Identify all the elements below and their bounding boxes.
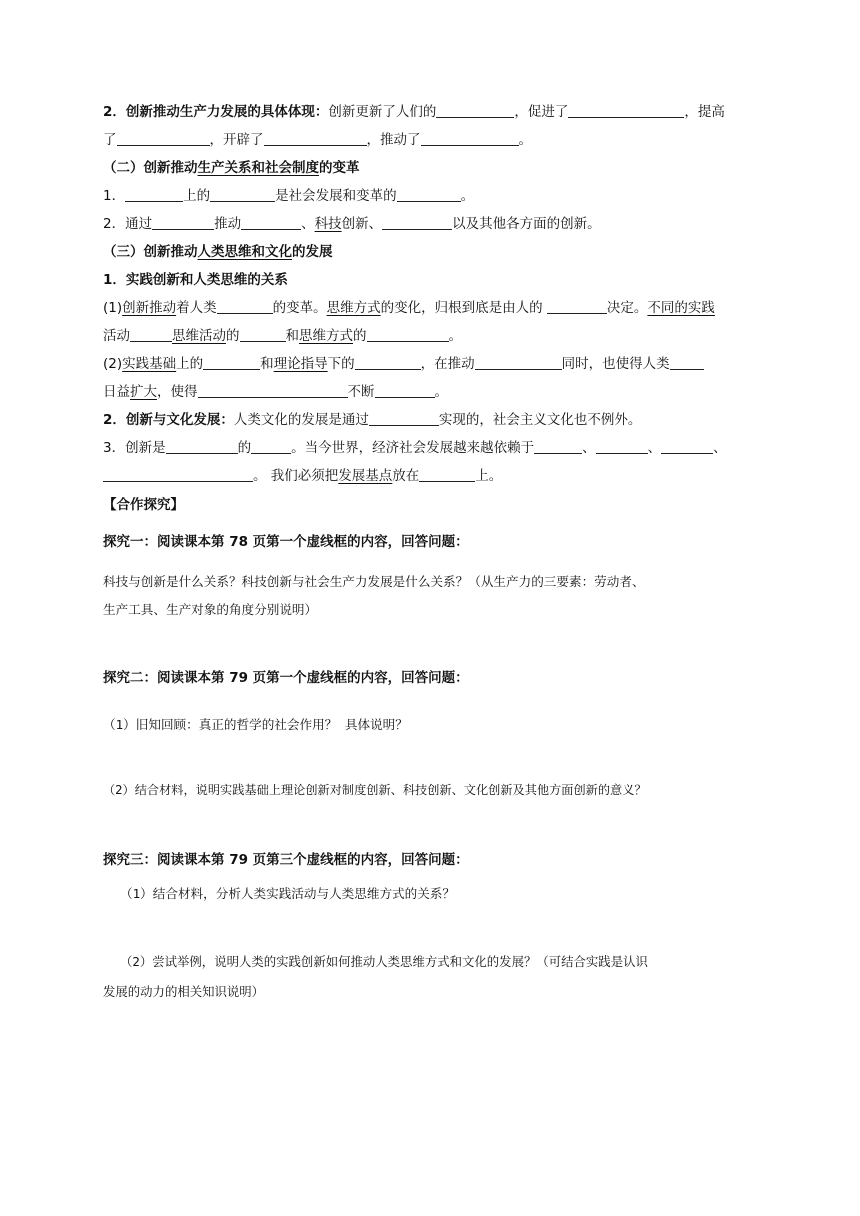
paragraph-2-line-2	[103, 382, 448, 402]
fill-blank[interactable]	[375, 383, 435, 398]
fill-blank[interactable]	[210, 187, 275, 202]
text: 人类文化的发展是通过	[233, 412, 369, 428]
text: (1)	[103, 300, 123, 316]
fill-blank[interactable]	[661, 439, 713, 454]
text: ，开辟了	[209, 132, 264, 148]
text: 实现的，社会主义文化也不例外。	[438, 412, 642, 428]
fill-blank[interactable]	[264, 131, 367, 146]
item-heading: 2．创新推动生产力发展的具体体现：	[103, 104, 329, 120]
fill-blank[interactable]	[103, 467, 253, 482]
text: 上。	[475, 468, 503, 484]
text: 活动	[103, 328, 130, 344]
text: 和	[260, 356, 274, 372]
underlined-text: 生产关系和社会制度	[197, 160, 319, 176]
fill-blank[interactable]	[166, 439, 238, 454]
text: 、	[647, 440, 662, 456]
fill-blank[interactable]	[534, 439, 582, 454]
fill-blank[interactable]	[217, 299, 273, 314]
paragraph-1-line-1	[103, 298, 715, 318]
text: 的变化，归根到底是由人的	[380, 300, 547, 316]
text: (2)	[103, 356, 123, 372]
text: 的	[353, 328, 367, 344]
text: 决定。	[606, 300, 648, 316]
text: 同时，也使得人类	[561, 356, 670, 372]
fill-blank[interactable]	[421, 131, 519, 146]
text: （三）创新推动	[103, 244, 198, 260]
text: 以及其他各方面的创新。	[452, 216, 601, 232]
section-two-item-2	[103, 214, 601, 234]
fill-blank[interactable]	[152, 215, 214, 230]
text: ，在推动	[420, 356, 475, 372]
text: 。 我们必须把	[253, 468, 339, 484]
text: 。	[448, 328, 462, 344]
exploration-3-question-2-line-2: 发展的动力的相关知识说明）	[103, 984, 265, 999]
text: 不断	[347, 384, 375, 400]
text: 日益	[103, 384, 130, 400]
section-two-item-1	[103, 186, 474, 206]
exploration-1-body-line-2: 生产工具、生产对象的角度分别说明）	[103, 602, 318, 617]
fill-blank[interactable]	[117, 131, 210, 146]
innovation-item-3-line-2	[103, 466, 502, 486]
underlined-text: 实践基础	[122, 356, 177, 372]
culture-development-item	[103, 410, 641, 430]
text: 1．	[103, 188, 126, 204]
fill-blank[interactable]	[568, 103, 684, 118]
innovation-productivity-item-cont	[103, 130, 532, 150]
text: ，促进了	[514, 104, 569, 120]
underlined-text: 人类思维和文化	[197, 244, 292, 260]
paragraph-1-line-2	[103, 326, 462, 346]
exploration-3-question-1: （1）结合材料，分析人类实践活动与人类思维方式的关系？	[120, 886, 456, 901]
text: ，提高	[684, 104, 725, 120]
section-three-heading	[103, 242, 333, 262]
fill-blank[interactable]	[596, 439, 648, 454]
text: 的变革。	[272, 300, 327, 316]
text: 创新更新了人们的	[328, 104, 437, 120]
text: ，推动了	[366, 132, 421, 148]
fill-blank[interactable]	[475, 355, 562, 370]
fill-blank[interactable]	[203, 355, 260, 370]
text: 创新、	[341, 216, 383, 232]
exploration-2-title: 探究二：阅读课本第 79 页第一个虚线框的内容，回答问题：	[103, 670, 469, 686]
exploration-2-question-1: （1）旧知回顾：真正的哲学的社会作用？ 具体说明？	[103, 717, 408, 732]
underlined-text: 科技	[314, 216, 342, 232]
exploration-3-question-2-line-1: （2）尝试举例，说明人类的实践创新如何推动人类思维方式和文化的发展？（可结合实践是认识	[120, 954, 648, 969]
underlined-text: 思维方式	[299, 328, 353, 344]
text: 2．通过	[103, 216, 153, 232]
innovation-item-3-line-1	[103, 438, 727, 458]
underlined-text: 思维活动	[172, 328, 226, 344]
fill-blank[interactable]	[355, 355, 421, 370]
fill-blank[interactable]	[130, 327, 172, 342]
fill-blank[interactable]	[125, 187, 183, 202]
exploration-3-title: 探究三：阅读课本第 79 页第三个虚线框的内容，回答问题：	[103, 852, 469, 868]
paragraph-2-line-1	[103, 354, 704, 374]
text: 、	[713, 440, 727, 456]
fill-blank[interactable]	[198, 383, 348, 398]
text: 推动	[214, 216, 242, 232]
text: （二）创新推动	[103, 160, 198, 176]
text: 。	[460, 188, 475, 204]
text: 。	[518, 132, 532, 148]
text: 了	[103, 132, 117, 148]
section-two-heading	[103, 158, 360, 178]
text: 、	[301, 216, 315, 232]
text: 的	[237, 440, 252, 456]
text: 的发展	[292, 244, 333, 260]
fill-blank[interactable]	[251, 439, 291, 454]
text: 。	[434, 384, 448, 400]
text: 着人类	[176, 300, 217, 316]
underlined-text: 扩大	[130, 384, 157, 400]
fill-blank[interactable]	[419, 467, 475, 482]
fill-blank[interactable]	[670, 355, 704, 370]
text: 3．创新是	[103, 440, 166, 456]
fill-blank[interactable]	[241, 215, 301, 230]
fill-blank[interactable]	[436, 103, 514, 118]
underlined-text: 理论指导	[273, 356, 328, 372]
underlined-text: 创新推动	[122, 300, 177, 316]
text: 的	[226, 328, 240, 344]
exploration-2-question-2: （2）结合材料，说明实践基础上理论创新对制度创新、科技创新、文化创新及其他方面创新的意义？	[103, 783, 647, 797]
innovation-productivity-item	[103, 102, 725, 122]
fill-blank[interactable]	[397, 187, 461, 202]
underlined-text: 不同的实践	[647, 300, 715, 316]
fill-blank[interactable]	[547, 299, 607, 314]
text: ，使得	[157, 384, 198, 400]
fill-blank[interactable]	[240, 327, 286, 342]
text: 是社会发展和变革的	[275, 188, 397, 204]
subheading-practice-thinking: 1．实践创新和人类思维的关系	[103, 272, 288, 288]
text: 下的	[327, 356, 355, 372]
text: 。当今世界，经济社会发展越来越依赖于	[291, 440, 535, 456]
cooperation-heading: 【合作探究】	[103, 497, 184, 513]
underlined-text: 思维方式	[326, 300, 381, 316]
text: 和	[285, 328, 299, 344]
fill-blank[interactable]	[382, 215, 452, 230]
text: 上的	[176, 356, 204, 372]
underlined-text: 发展基点	[338, 468, 393, 484]
fill-blank[interactable]	[369, 411, 439, 426]
text: 、	[582, 440, 596, 456]
item-heading: 2．创新与文化发展：	[103, 412, 234, 428]
exploration-1-body-line-1: 科技与创新是什么关系？科技创新与社会生产力发展是什么关系？（从生产力的三要素：劳动者、	[103, 574, 645, 589]
text: 的变革	[319, 160, 360, 176]
fill-blank[interactable]	[367, 327, 449, 342]
exploration-1-title: 探究一：阅读课本第 78 页第一个虚线框的内容，回答问题：	[103, 534, 469, 550]
text: 上的	[183, 188, 211, 204]
text: 放在	[392, 468, 420, 484]
